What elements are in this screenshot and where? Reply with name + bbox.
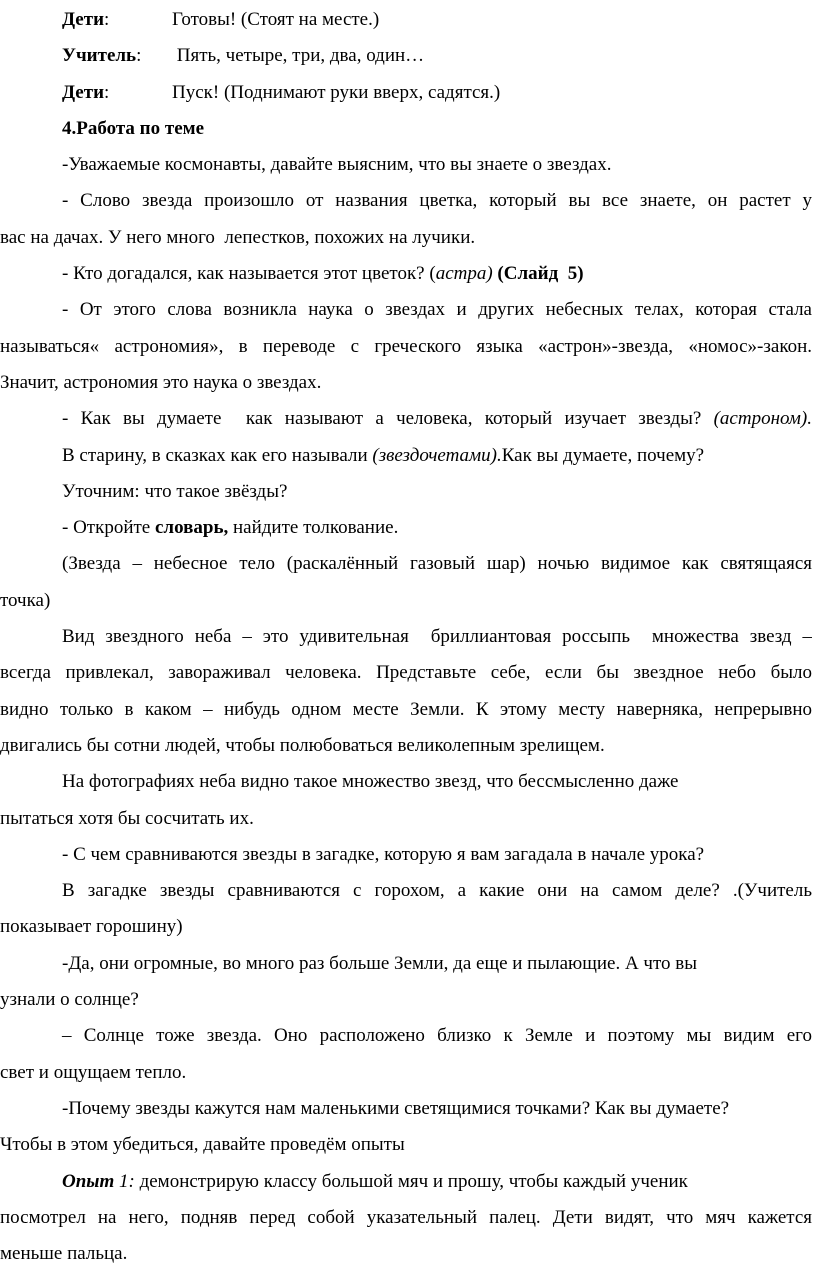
text-run: Вид звездного неба – это удивительная бриллиантовая россыпь множества звезд – [62,626,812,648]
text-line [0,655,812,691]
text-run: Дети [62,9,105,30]
text-line [0,401,812,437]
text-line [0,38,812,74]
text-run: (астроном). [713,408,812,430]
text-run: демонстрирую классу большой мяч и прошу, чтобы каждый ученик [134,1170,688,1192]
text-run: ( [497,263,504,285]
text-run: показывает горошину) [0,916,183,938]
text-line [0,873,812,909]
text-line [0,1200,812,1236]
text-line [0,183,812,219]
text-line [0,764,812,800]
text-line [0,329,812,365]
text-run: всегда привлекал, завораживал человека. Представьте себе, если бы звездное небо было [0,662,812,684]
text-run: узнали о солнце? [0,989,139,1011]
text-line [0,111,812,147]
text-run: двигались бы сотни людей, чтобы полюбоваться великолепным зрелищем. [0,734,605,756]
text-run: - Откройте [62,517,155,539]
text-run: Чтобы в этом убедиться, давайте проведём опыты [0,1134,405,1156]
text-run: называться« астрономия», в переводе с греческого языка «астрон»-звезда, «номос»-закон. [0,335,812,357]
text-line [0,75,812,111]
text-run: видно только в каком – нибудь одном месте Земли. К этому месту наверняка, непрерывно [0,698,812,720]
text-line [0,510,812,546]
text-run: - Как вы думаете как называют а человека, который изучает звезды? [62,408,714,430]
text-run: Слайд 5 [503,263,578,285]
text-run: пытаться хотя бы сосчитать их. [0,807,254,829]
text-line [0,220,812,256]
document-body [0,2,812,1272]
text-run: : [136,45,142,67]
text-line [0,2,812,38]
text-run: - Кто догадался, как называется этот цветок? ( [62,263,436,285]
text-line [0,619,812,655]
text-run: В загадке звезды сравниваются с горохом, а какие они на самом деле? .(Учитель [62,880,812,902]
text-run: посмотрел на него, подняв перед собой указательный палец. Дети видят, что мяч кажется [0,1206,812,1228]
text-run: На фотографиях неба видно такое множество звезд, что бессмысленно даже [62,771,679,793]
text-run: Учитель [62,45,137,67]
text-run: Дети [62,81,105,103]
text-run: Пять, четыре, три, два, один… [172,45,425,67]
text-line [0,1018,812,1054]
text-run: словарь, [155,517,229,539]
text-run: свет и ощущаем тепло. [0,1061,187,1083]
text-run: – Солнце тоже звезда. Оно расположено близко к Земле и поэтому мы видим его [62,1025,812,1047]
text-line [0,909,812,945]
text-run: найдите толкование. [228,517,399,539]
speaker-label [62,75,172,111]
text-line [0,1091,812,1127]
text-line [0,1164,812,1200]
text-line [0,256,812,292]
text-line [0,801,812,837]
text-run: -Почему звезды кажутся нам маленькими светящимися точками? Как вы думаете? [62,1097,730,1119]
text-line [0,692,812,728]
text-run: (Звезда – небесное тело (раскалённый газовый шар) ночью видимое как святящаяся [62,553,812,575]
text-run: - От этого слова возникла наука о звездах и других небесных телах, которая стала [62,299,812,321]
speaker-label [62,2,172,38]
text-line [0,365,812,401]
text-run: Уточним: что такое звёзды? [62,480,288,502]
text-line [0,474,812,510]
text-line [0,438,812,474]
text-line [0,1236,812,1272]
text-run: -Да, они огромные, во много раз больше Земли, да еще и пылающие. А что вы [62,952,698,974]
text-run: Готовы! (Стоят на месте.) [172,9,380,30]
text-run: Пуск! (Поднимают руки вверх, садятся.) [172,81,501,103]
text-run: вас на дачах. У него много лепестков, похожих на лучики. [0,226,476,248]
text-run: 4.Работа по теме [62,117,205,139]
text-line [0,583,812,619]
text-run: Значит, астрономия это наука о звездах. [0,371,322,393]
text-run: астра) [435,263,493,285]
text-run: -Уважаемые космонавты, давайте выясним, что вы знаете о звездах. [62,154,612,176]
text-line [0,946,812,982]
text-line [0,546,812,582]
text-line [0,1055,812,1091]
text-run: меньше пальца. [0,1243,128,1265]
text-line [0,728,812,764]
text-run: (звездочетами). [372,444,502,466]
text-run: точка) [0,589,51,611]
text-run: - С чем сравниваются звезды в загадке, которую я вам загадала в начале урока? [62,843,705,865]
text-line [0,292,812,328]
text-line [0,837,812,873]
text-run: 1: [114,1170,135,1192]
text-run: Опыт [62,1170,115,1192]
text-run: Как вы думаете, почему? [501,444,705,466]
text-run: - Слово звезда произошло от названия цветка, который вы все знаете, он растет у [62,190,812,212]
text-run: ) [577,263,584,285]
text-run: : [104,9,110,30]
text-run: В старину, в сказках как его называли [62,444,373,466]
speaker-label [62,38,172,74]
text-run: : [104,81,110,103]
text-line [0,147,812,183]
text-line [0,1127,812,1163]
text-line [0,982,812,1018]
